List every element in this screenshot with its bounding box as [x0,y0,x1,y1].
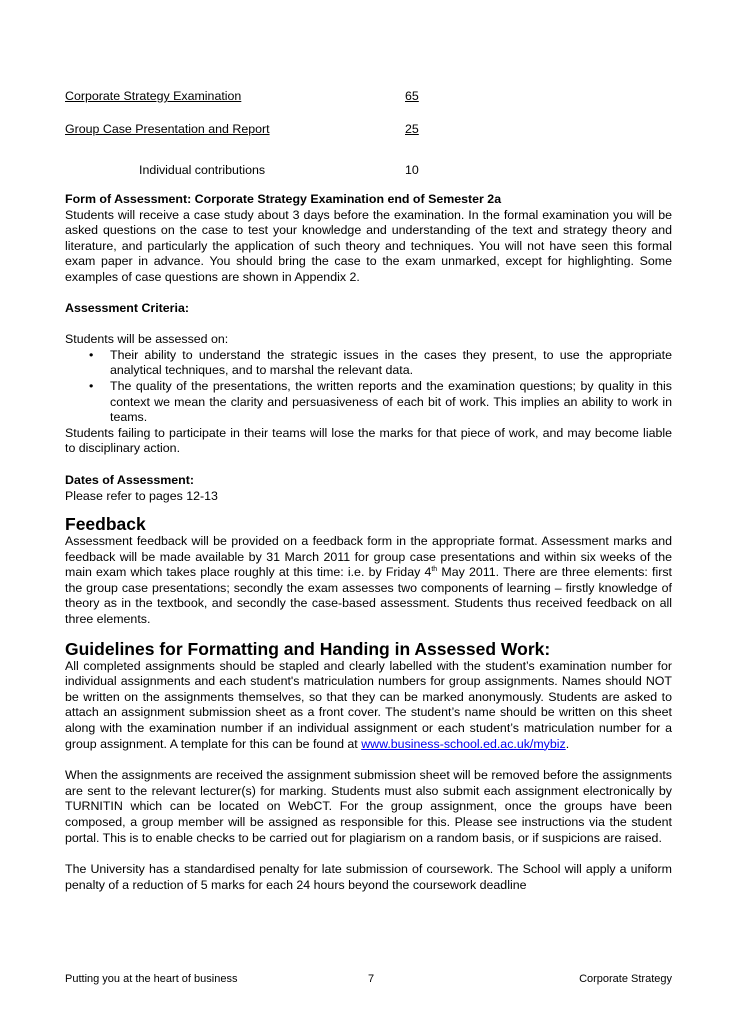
guidelines-paragraph-3: The University has a standardised penalty for late submission of coursework. The School will apply a uniform penalty of a reduction of 5 marks for each 24 hours beyond the coursework deadline [65,862,672,892]
mark-value: 25 [405,122,419,136]
feedback-heading: Feedback [65,514,146,535]
form-heading: Form of Assessment: Corporate Strategy Examination end of Semester 2a [65,192,502,206]
guidelines-section [65,640,672,894]
dates-heading: Dates of Assessment: [65,472,195,487]
criteria-closing: Students failing to participate in their teams will lose the marks for that piece of work, and may become liable to disciplinary action. [65,425,672,456]
feedback-body-start: Assessment feedback will be provided on a feedback form in the appropriate format. Assessment marks and feedback will be made available by 31 March 2011 for group case presentations and within six weeks of the main exam which takes place roughly at this time: i.e. by Friday 4 [65,534,672,580]
guidelines-p1-end: . [565,736,570,751]
guidelines-paragraph-2: When the assignments are received the assignment submission sheet will be removed before the assignments are sent to the relevant lecturer(s) for marking. Students must also submit each assignment electronically by TURNITIN which can be located on WebCT. For the group assignment, once the groups have been composed, a group member will be assigned as responsible for this. Please see instructions via the student portal. This is to enable checks to be carried out for plagiarism on a random basis, or if suspicions are raised. [65,768,672,845]
dates-body: Please refer to pages 12-13 [65,488,218,503]
criteria-heading: Assessment Criteria: [65,300,189,315]
guidelines-paragraph-1 [65,659,672,753]
page-content [65,82,672,893]
feedback-section [65,515,672,628]
criteria-intro: Students will be assessed on: [65,332,229,347]
form-body: Students will receive a case study about 3 days before the examination. In the formal examination you will be asked questions on the case to test your knowledge and understanding of the text and strategy theory and literature, and particularly the application of such theory and techniques. You will not have seen this formal exam paper in advance. You should bring the case to the exam unmarked, except for highlighting. Some examples of case questions are shown in Appendix 2. [65,207,672,284]
bullet-icon: • [89,347,94,362]
mark-label: Individual contributions [139,163,266,177]
feedback-body-end: May 2011. There are three elements: first the group case presentations; secondly the exam assesses two components of learning – firstly knowledge of theory as in the textbook, and secondly the case-based assessment. Students thus received feedback on all three elements. [65,565,672,627]
form-of-assessment-section [65,192,672,286]
footer-course-title: Corporate Strategy [579,973,672,985]
guidelines-heading: Guidelines for Formatting and Handing in Assessed Work: [65,638,551,659]
mark-row-exam [65,89,672,105]
list-item-text: Their ability to understand the strategic issues in the cases they present, to use the appropriate analytical techniques, and to marshal the relevant data. [110,347,672,378]
mark-value: 10 [405,163,419,177]
criteria-section [65,301,672,457]
page-number: 7 [368,973,375,985]
bullet-icon: • [89,378,94,393]
footer-tagline: Putting you at the heart of business [65,973,238,985]
mybiz-link[interactable]: www.business-school.ed.ac.uk/mybiz [361,736,566,751]
list-item [65,379,672,426]
feedback-body [65,534,672,628]
mark-label: Group Case Presentation and Report [65,122,270,136]
ordinal-suffix: th [431,566,438,574]
criteria-list [65,348,672,426]
list-item [65,348,672,379]
dates-section [65,473,672,504]
mark-row-group-case [65,122,672,138]
guidelines-p1-text: All completed assignments should be stapled and clearly labelled with the student’s examination number for individual assignments and each student's matriculation numbers for group assignments. Names should NOT be written on the assignments themselves, so that they can be marked anonymously. Students are asked to attach an assignment submission sheet as a front cover. The student’s name should be written on this sheet along with the examination number if an individual assignment or each student’s matriculation number for a group assignment. A template for this can be found at [65,658,672,751]
mark-value: 65 [405,89,419,103]
list-item-text: The quality of the presentations, the written reports and the examination questions; by quality in this context we mean the clarity and persuasiveness of each bit of work. This implies an ability to work in teams. [110,378,672,425]
mark-row-individual [65,163,672,179]
mark-label: Corporate Strategy Examination [65,89,242,103]
page-footer [65,973,672,987]
